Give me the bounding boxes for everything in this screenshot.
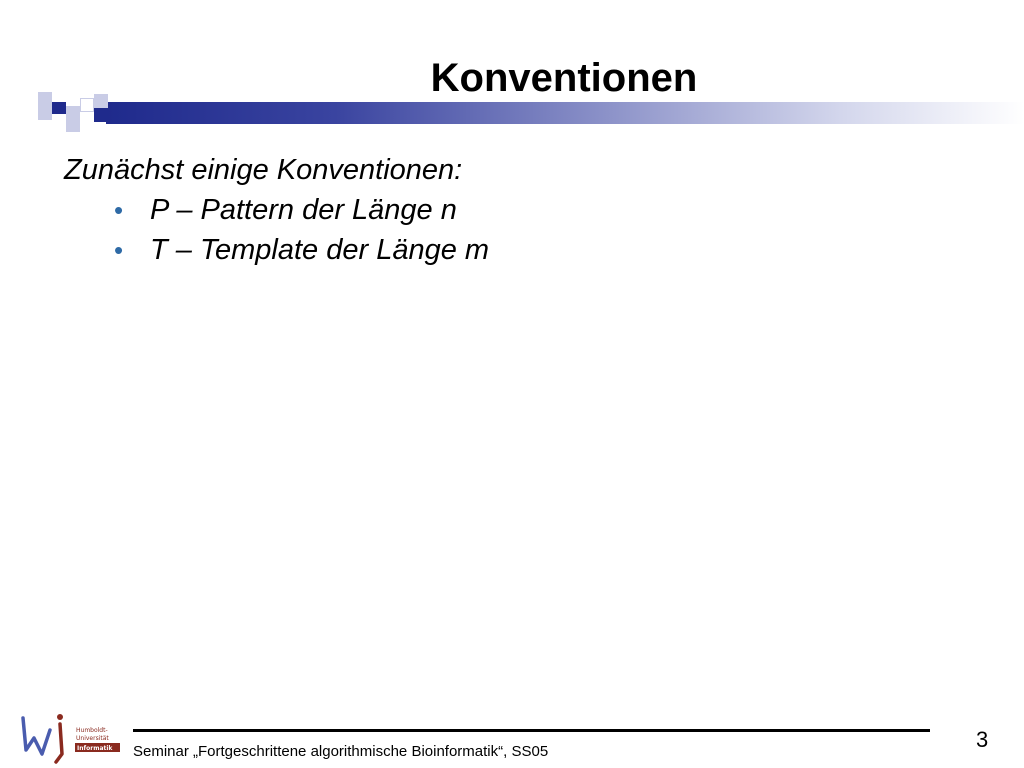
bullet-text: T – Template der Länge m: [150, 234, 490, 266]
intro-text: Zunächst einige Konventionen:: [64, 154, 463, 186]
logo-h-stroke: [23, 718, 50, 754]
deco-square: [66, 106, 80, 120]
deco-square: [66, 120, 80, 132]
logo-line2: Universität: [76, 735, 109, 742]
bullet-item: [114, 190, 489, 230]
deco-square: [80, 98, 94, 112]
slide-title: Konventionen: [430, 56, 698, 100]
footer-text: Seminar „Fortgeschrittene algorithmische Bioinformatik“, SS05: [133, 743, 549, 760]
title-gradient-band: [106, 102, 1024, 124]
bullet-icon: •: [114, 195, 124, 225]
logo-i-dot: [57, 714, 63, 720]
bullet-list: [64, 190, 489, 270]
deco-square: [38, 92, 52, 106]
title-decoration-bar: [38, 92, 1024, 132]
page-number: 3: [976, 727, 989, 752]
deco-square: [52, 102, 66, 114]
bullet-text: P – Pattern der Länge n: [150, 194, 457, 226]
bullet-item: [114, 230, 489, 270]
bullet-icon: •: [114, 235, 124, 265]
slide-body: [64, 150, 489, 270]
logo-line1: Humboldt-: [76, 727, 108, 734]
logo-i-stroke: [56, 724, 62, 762]
footer-divider: [133, 729, 930, 732]
logo-line3: Informatik: [77, 745, 113, 752]
university-logo: [20, 710, 124, 766]
deco-square: [94, 94, 108, 108]
deco-square: [38, 106, 52, 120]
deco-square: [94, 108, 108, 122]
